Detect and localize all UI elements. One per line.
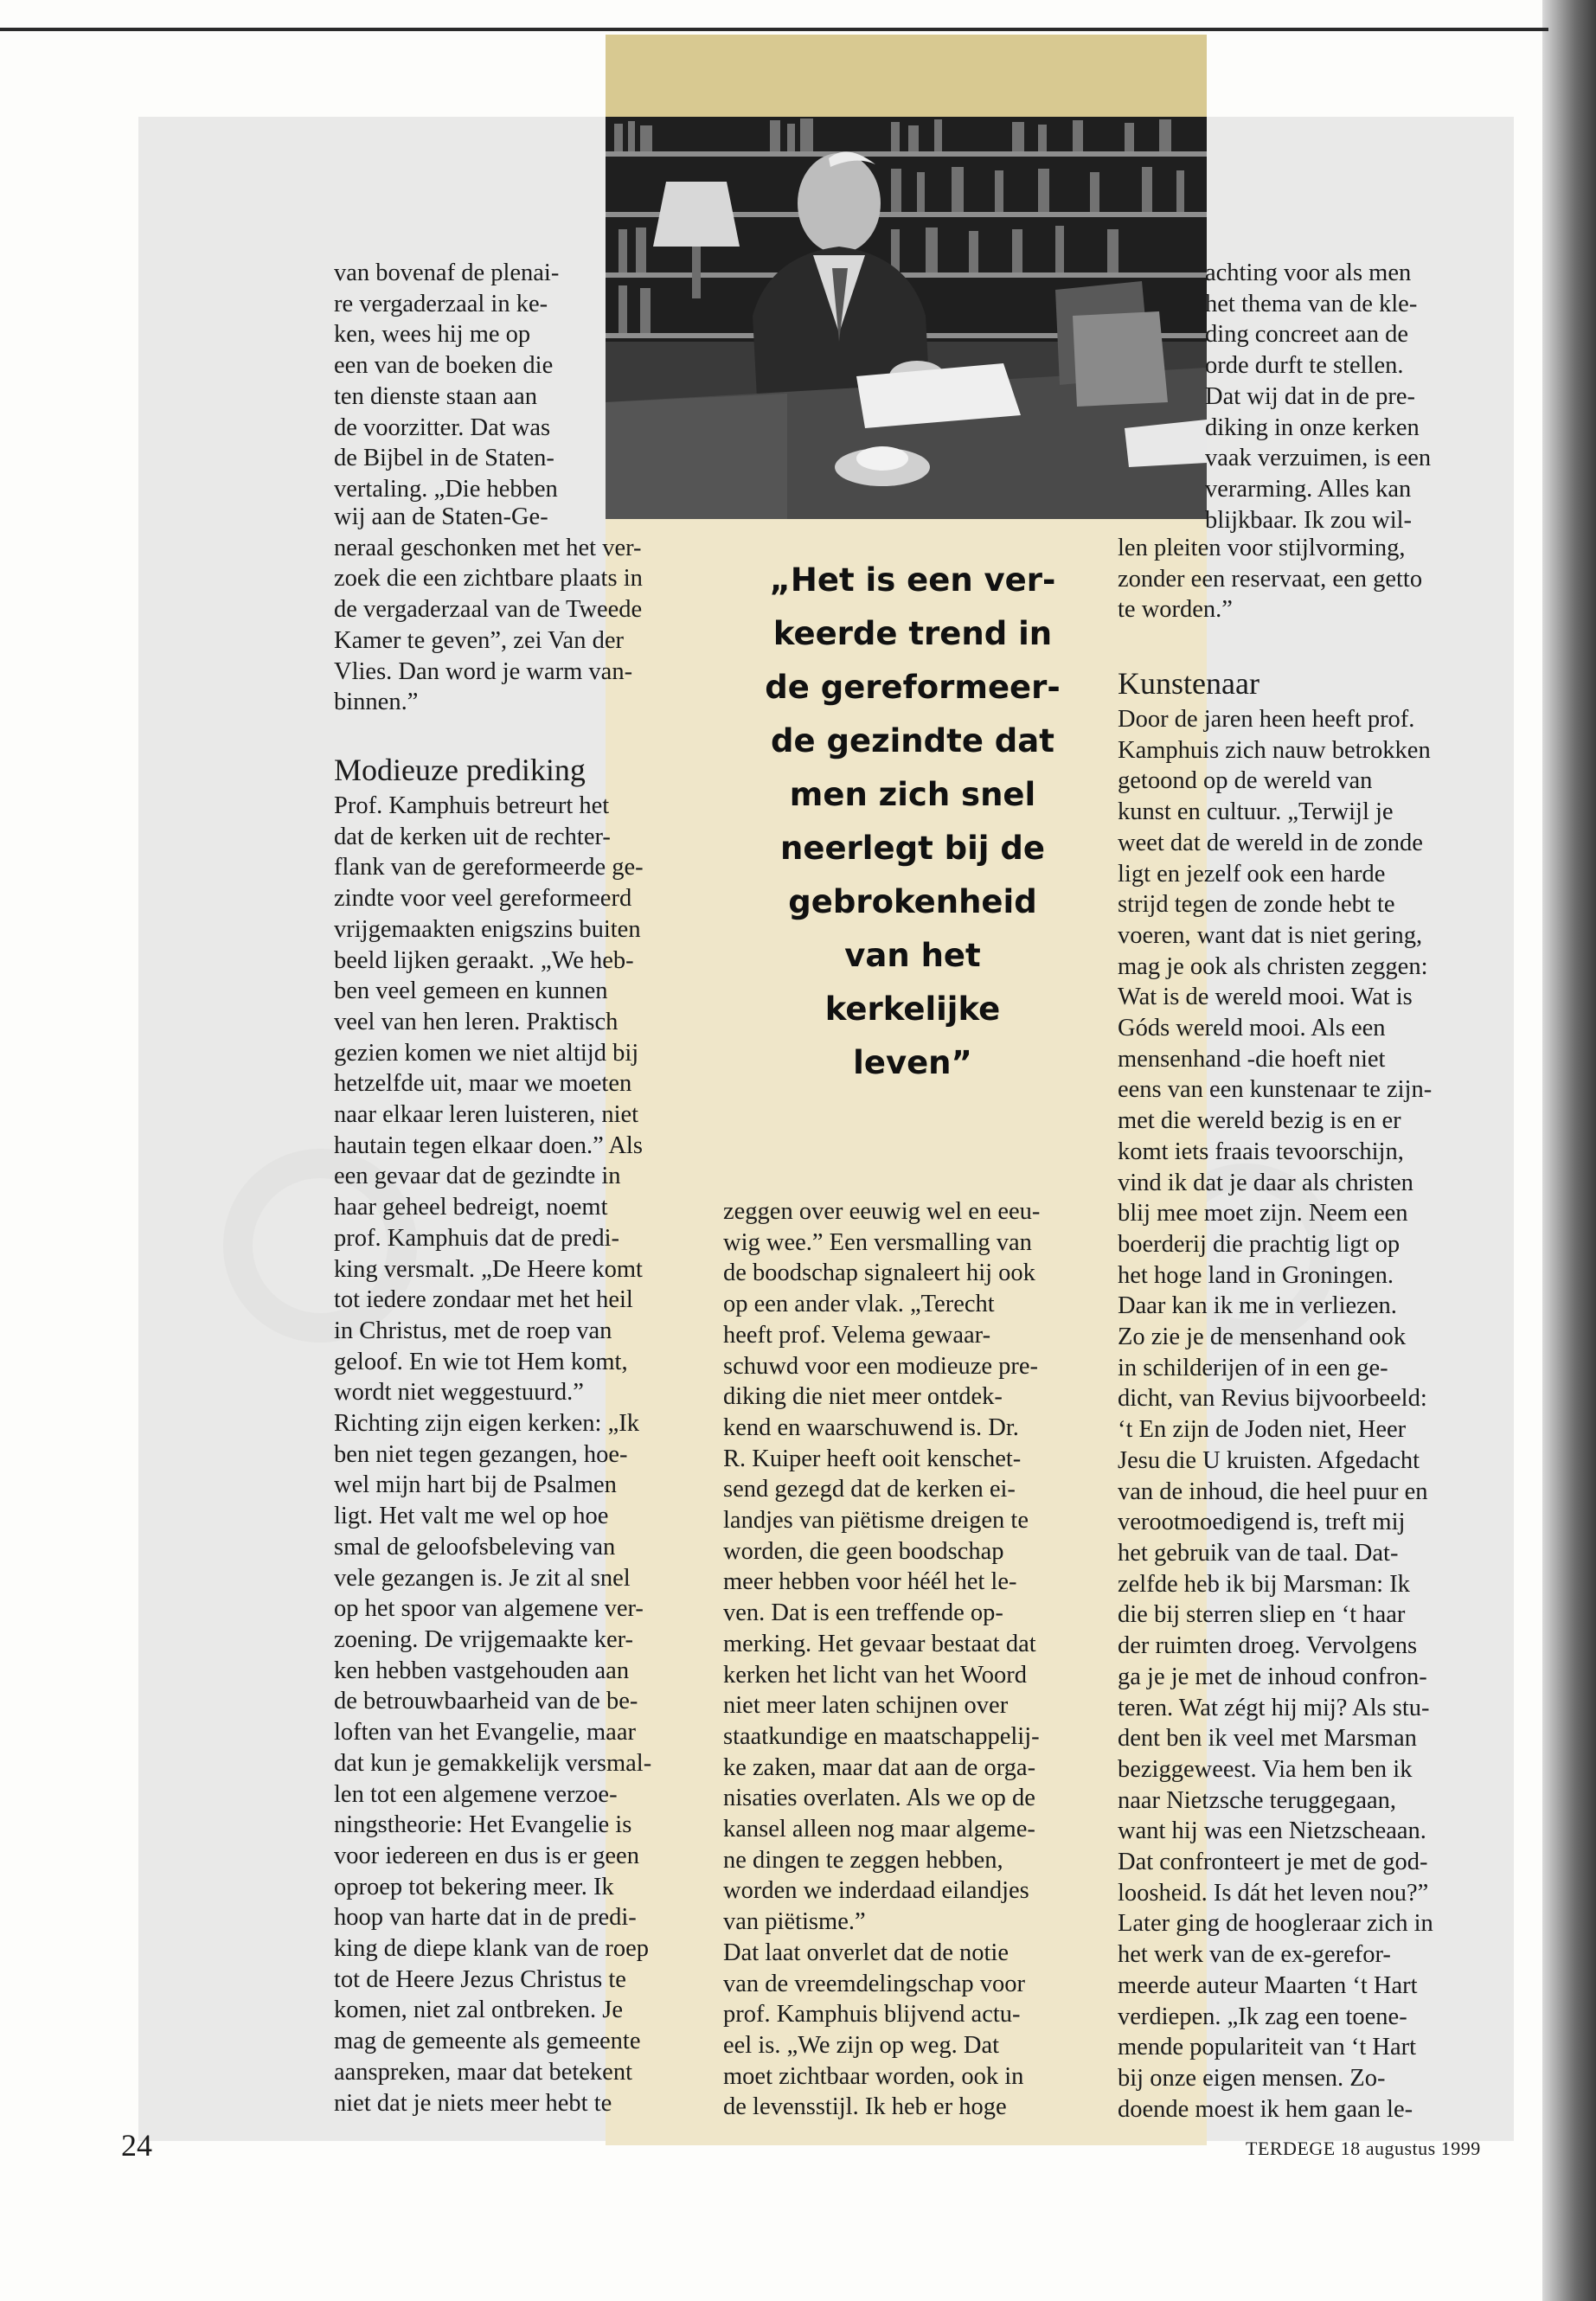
text-line: zeggen over eeuwig wel en eeu-	[723, 1198, 1041, 1225]
text-line: wordt niet weggestuurd.”	[334, 1379, 584, 1407]
text-line: Daar kan ik me in verliezen.	[1118, 1292, 1397, 1320]
text-line: naar Nietzsche teruggegaan,	[1118, 1786, 1397, 1814]
text-line: Later ging de hoogleraar zich in	[1118, 1910, 1433, 1938]
text-line: schuwd voor een modieuze pre-	[723, 1352, 1039, 1380]
text-line: in Christus, met de roep van	[334, 1317, 612, 1344]
pull-quote-line: de gezindte dat	[771, 722, 1054, 760]
text-line: ven. Dat is een treffende op-	[723, 1599, 1003, 1627]
page-number: 24	[121, 2128, 152, 2163]
text-line: want hij was een Nietzscheaan.	[1118, 1817, 1426, 1845]
text-line: verdiepen. „Ik zag een toene-	[1118, 2003, 1407, 2030]
text-line: kend en waarschuwend is. Dr.	[723, 1413, 1019, 1441]
text-line: wij aan de Staten-Ge-	[334, 503, 548, 530]
text-line: de voorzitter. Dat was	[334, 413, 551, 441]
text-line: met die wereld bezig is en er	[1118, 1107, 1401, 1135]
text-line: Dat wij dat in de pre-	[1205, 382, 1415, 410]
text-line: de betrouwbaarheid van de be-	[334, 1688, 638, 1715]
text-line: Dat laat onverlet dat de notie	[723, 1939, 1009, 1966]
text-line: send gezegd dat de kerken ei-	[723, 1476, 1016, 1503]
text-line: blij mee moet zijn. Neem een	[1118, 1200, 1408, 1227]
text-line: kunst en cultuur. „Terwijl je	[1118, 798, 1394, 826]
text-line: van piëtisme.”	[723, 1908, 866, 1936]
text-line: teren. Wat zégt hij mij? Als stu-	[1118, 1694, 1430, 1721]
text-line: dat de kerken uit de rechter-	[334, 823, 611, 850]
text-line: kansel alleen nog maar algeme-	[723, 1816, 1035, 1843]
text-line: Vlies. Dan word je warm van-	[334, 657, 633, 685]
text-line: vertaling. „Die hebben	[334, 475, 558, 503]
text-line: niet dat je niets meer hebt te	[334, 2089, 612, 2117]
text-line: ga je je met de inhoud confron-	[1118, 1663, 1427, 1690]
text-line: orde durft te stellen.	[1205, 352, 1404, 380]
text-line: het thema van de kle-	[1205, 290, 1418, 317]
text-line: dicht, van Revius bijvoorbeeld:	[1118, 1385, 1427, 1413]
text-line: veel van hen leren. Praktisch	[334, 1008, 619, 1035]
text-line: de boodschap signaleert hij ook	[723, 1259, 1035, 1287]
text-line: van bovenaf de plenai-	[334, 260, 560, 286]
text-line: vaak verzuimen, is een	[1205, 445, 1432, 472]
text-line: het hoge land in Groningen.	[1118, 1261, 1394, 1289]
text-line: moet zichtbaar worden, ook in	[723, 2062, 1024, 2090]
text-line: van de inhoud, die heel puur en	[1118, 1477, 1428, 1505]
text-line: wig wee.” Een versmalling van	[723, 1228, 1032, 1256]
text-line: Kamphuis zich nauw betrokken	[1118, 736, 1431, 764]
text-line: len pleiten voor stijlvorming,	[1118, 535, 1406, 561]
text-line: king versmalt. „De Heere komt	[334, 1255, 643, 1283]
text-line: doende moest ik hem gaan le-	[1118, 2095, 1413, 2123]
text-line: verarming. Alles kan	[1205, 475, 1412, 503]
text-line: ken hebben vastgehouden aan	[334, 1657, 630, 1684]
text-line: in schilderijen of in een ge-	[1118, 1354, 1388, 1381]
footer-publication: TERDEGE 18 augustus 1999	[1246, 2138, 1481, 2159]
text-line: neraal geschonken met het ver-	[334, 534, 642, 561]
text-line: te worden.”	[1118, 596, 1233, 624]
text-line: mende populariteit van ‘t Hart	[1118, 2034, 1417, 2061]
text-line: mag je ook als christen zeggen:	[1118, 952, 1428, 980]
text-line: weet dat de wereld in de zonde	[1118, 829, 1423, 856]
text-line: meer hebben voor héél het le-	[723, 1568, 1017, 1596]
text-line: ken, wees hij me op	[334, 321, 531, 349]
column1-intro	[334, 258, 628, 505]
column3-intro	[1205, 258, 1482, 535]
text-line: mensenhand -die hoeft niet	[1118, 1045, 1386, 1073]
text-line: diking in onze kerken	[1205, 413, 1420, 441]
pull-quote-line: leven”	[853, 1044, 972, 1081]
text-line: aanspreken, maar dat betekent	[334, 2058, 632, 2086]
column2-body	[723, 1196, 1086, 2123]
top-rule	[0, 28, 1548, 31]
text-line: Door de jaren heen heeft prof.	[1118, 706, 1415, 733]
text-line: ligt en jezelf ook een harde	[1118, 860, 1386, 888]
text-line: Wat is de wereld mooi. Wat is	[1118, 984, 1413, 1011]
text-line: tot de Heere Jezus Christus te	[334, 1965, 626, 1993]
pull-quote-line: kerkelijke	[824, 990, 1001, 1028]
text-line: die bij sterren sliep en ‘t haar	[1118, 1601, 1406, 1629]
pull-quote-line: neerlegt bij de	[780, 830, 1045, 867]
text-line: zindte voor veel gereformeerd	[334, 885, 632, 913]
text-line: op een ander vlak. „Terecht	[723, 1291, 995, 1318]
pull-quote-line: gebrokenheid	[788, 883, 1037, 920]
text-line: gezien komen we niet altijd bij	[334, 1039, 639, 1067]
text-line: niet meer laten schijnen over	[723, 1692, 1009, 1720]
text-line: achting voor als men	[1205, 260, 1412, 286]
column3-intro-wide	[1118, 533, 1498, 625]
spine-shadow	[1542, 0, 1596, 2301]
text-line: hetzelfde uit, maar we moeten	[334, 1070, 632, 1098]
text-line: flank van de gereformeerde ge-	[334, 854, 644, 881]
text-line: ‘t En zijn de Joden niet, Heer	[1118, 1416, 1407, 1444]
photo-illustration	[606, 117, 1207, 519]
pull-quote-line: „Het is een ver-	[769, 561, 1056, 599]
text-line: voor iedereen en dus is er geen	[334, 1842, 639, 1869]
text-line: ligt. Het valt me wel op hoe	[334, 1503, 609, 1530]
text-line: kerken het licht van het Woord	[723, 1661, 1027, 1689]
text-line: Zo zie je de mensenhand ook	[1118, 1324, 1407, 1351]
text-line: haar geheel bedreigt, noemt	[334, 1194, 608, 1221]
text-line: blijkbaar. Ik zou wil-	[1205, 506, 1413, 534]
text-line: ke zaken, maar dat aan de orga-	[723, 1753, 1036, 1781]
text-line: der ruimten droeg. Vervolgens	[1118, 1632, 1418, 1660]
text-line: een gevaar dat de gezindte in	[334, 1163, 621, 1190]
text-line: eel is. „We zijn op weg. Dat	[723, 2031, 1000, 2059]
yellow-top-strip	[606, 35, 1207, 117]
text-line: len tot een algemene verzoe-	[334, 1780, 618, 1808]
text-line: beziggeweest. Via hem ben ik	[1118, 1755, 1413, 1783]
text-line: Richting zijn eigen kerken: „Ik	[334, 1410, 639, 1438]
text-line: vind ik dat je daar als christen	[1118, 1169, 1413, 1196]
text-line: Góds wereld mooi. Als een	[1118, 1015, 1386, 1042]
column3-body	[1118, 663, 1498, 2125]
text-line: ten dienste staan aan	[334, 382, 538, 410]
text-line: eens van een kunstenaar te zijn-	[1118, 1076, 1433, 1104]
text-line: ne dingen te zeggen hebben,	[723, 1846, 1003, 1874]
pull-quote-line: men zich snel	[789, 776, 1036, 813]
text-line: Jesu die U kruisten. Afgedacht	[1118, 1446, 1420, 1474]
text-line: ben veel gemeen en kunnen	[334, 977, 608, 1005]
text-line: dat kun je gemakkelijk versmal-	[334, 1749, 652, 1777]
text-line: beeld lijken geraakt. „We heb-	[334, 946, 634, 974]
text-line: landjes van piëtisme dreigen te	[723, 1507, 1029, 1535]
pull-quote-line: van het	[844, 937, 981, 974]
column1-body	[334, 749, 680, 2118]
text-line: komt iets fraais tevoorschijn,	[1118, 1138, 1404, 1165]
text-line: Dat confronteert je met de god-	[1118, 1849, 1428, 1876]
text-line: prof. Kamphuis blijvend actu-	[723, 2001, 1021, 2029]
text-line: naar elkaar leren luisteren, niet	[334, 1101, 639, 1129]
text-line: heeft prof. Velema gewaar-	[723, 1321, 991, 1349]
text-line: king de diepe klank van de roep	[334, 1935, 650, 1963]
text-line: meerde auteur Maarten ‘t Hart	[1118, 1971, 1418, 1999]
text-line: voeren, want dat is niet gering,	[1118, 921, 1423, 949]
text-line: van de vreemdelingschap voor	[723, 1970, 1025, 1997]
text-line: worden, die geen boodschap	[723, 1537, 1004, 1565]
text-line: strijd tegen de zonde hebt te	[1118, 891, 1395, 919]
text-line: nisaties overlaten. Als we op de	[723, 1785, 1035, 1812]
text-line: boerderij die prachtig ligt op	[1118, 1230, 1401, 1258]
text-line: merking. Het gevaar bestaat dat	[723, 1630, 1036, 1657]
text-line: de Bijbel in de Staten-	[334, 445, 554, 472]
text-line: ben niet tegen gezangen, hoe-	[334, 1440, 628, 1468]
text-line: worden we inderdaad eilandjes	[723, 1877, 1029, 1905]
text-line: prof. Kamphuis dat de predi-	[334, 1224, 620, 1252]
text-line: Kamer te geven”, zei Van der	[334, 626, 624, 654]
text-line: staatkundige en maatschappelij-	[723, 1722, 1040, 1750]
text-line: zoek die een zichtbare plaats in	[334, 565, 643, 593]
text-line: mag de gemeente als gemeente	[334, 2028, 641, 2055]
section-heading-kunstenaar: Kunstenaar	[1118, 666, 1259, 701]
section-heading-modieuze-prediking: Modieuze prediking	[334, 753, 586, 787]
text-line: smal de geloofsbeleving van	[334, 1533, 616, 1561]
text-line: loften van het Evangelie, maar	[334, 1719, 636, 1747]
text-line: de levensstijl. Ik heb er hoge	[723, 2093, 1007, 2121]
text-line: verootmoedigend is, treft mij	[1118, 1509, 1406, 1536]
text-line: loosheid. Is dát het leven nou?”	[1118, 1879, 1429, 1907]
text-line: op het spoor van algemene ver-	[334, 1595, 644, 1623]
text-line: een van de boeken die	[334, 352, 554, 380]
text-line: bij onze eigen mensen. Zo-	[1118, 2064, 1386, 2092]
text-line: de vergaderzaal van de Tweede	[334, 596, 643, 624]
photo-professor-at-desk	[606, 117, 1207, 519]
pull-quote-line: keerde trend in	[772, 615, 1053, 652]
text-line: zoening. De vrijgemaakte ker-	[334, 1625, 634, 1653]
text-line: zonder een reservaat, een getto	[1118, 565, 1423, 593]
text-line: diking die niet meer ontdek-	[723, 1383, 1003, 1411]
text-line: geloof. En wie tot Hem komt,	[334, 1348, 628, 1375]
text-line: wel mijn hart bij de Psalmen	[334, 1471, 617, 1499]
text-line: hoop van harte dat in de predi-	[334, 1904, 637, 1932]
text-line: Prof. Kamphuis betreurt het	[334, 792, 610, 819]
column1-intro-wide	[334, 502, 680, 718]
text-line: oproep tot bekering meer. Ik	[334, 1873, 614, 1900]
text-line: ningstheorie: Het Evangelie is	[334, 1811, 632, 1839]
text-line: het werk van de ex-gerefor-	[1118, 1941, 1391, 1969]
text-line: het gebruik van de taal. Dat-	[1118, 1539, 1399, 1567]
pull-quote-line: de gereformeer-	[765, 669, 1061, 706]
text-line: zelfde heb ik bij Marsman: Ik	[1118, 1570, 1410, 1598]
text-line: binnen.”	[334, 689, 419, 716]
text-line: vele gezangen is. Je zit al snel	[334, 1564, 631, 1592]
text-line: hautain tegen elkaar doen.” Als	[334, 1131, 643, 1159]
text-line: vrijgemaakten enigszins buiten	[334, 915, 641, 943]
text-line: tot iedere zondaar met het heil	[334, 1286, 633, 1314]
text-line: ding concreet aan de	[1205, 321, 1408, 349]
text-line: re vergaderzaal in ke-	[334, 290, 548, 317]
pull-quote	[718, 554, 1107, 1090]
text-line: komen, niet zal ontbreken. Je	[334, 1997, 623, 2024]
text-line: dent ben ik veel met Marsman	[1118, 1725, 1417, 1753]
text-line: R. Kuiper heeft ooit kenschet-	[723, 1445, 1022, 1472]
text-line: getoond op de wereld van	[1118, 767, 1373, 795]
